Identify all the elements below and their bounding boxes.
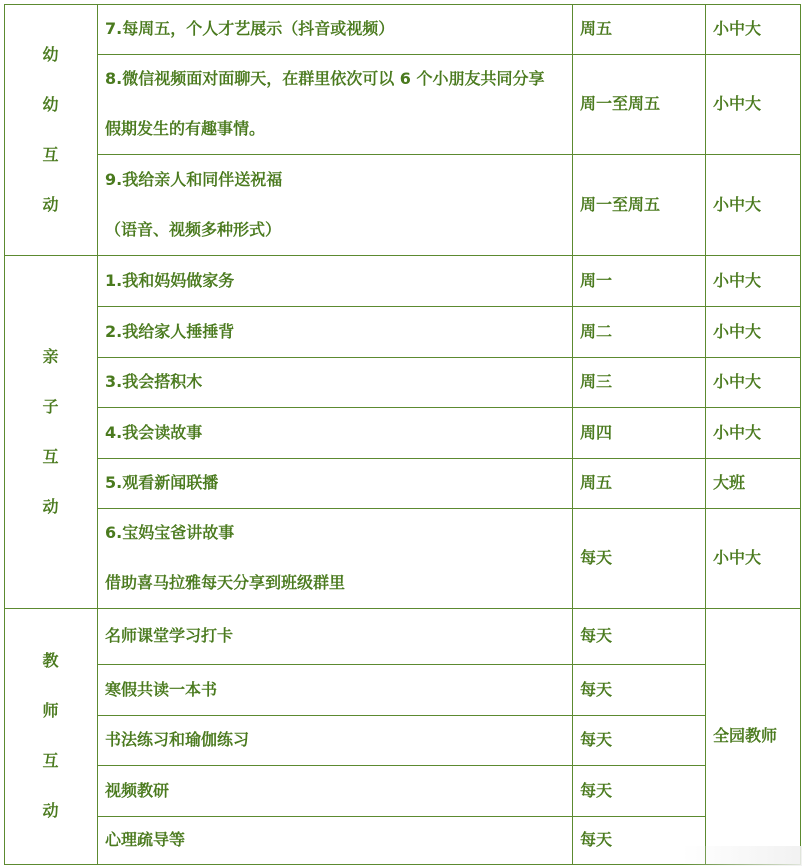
category-cell-parent-child <box>4 255 97 608</box>
activity-text: 寒假共读一本书 <box>105 679 218 699</box>
row-divider <box>97 407 800 408</box>
table-border-left <box>4 4 5 865</box>
table-row-day <box>572 508 705 608</box>
table-row-day <box>572 4 705 54</box>
table-row-day <box>572 255 705 306</box>
activity-text: 4.我会读故事 <box>105 422 203 442</box>
table-row-activity <box>97 407 572 458</box>
table-row-participants <box>705 458 800 508</box>
category-char: 互 <box>42 751 59 770</box>
participants-text: 小中大 <box>713 422 762 442</box>
category-char: 互 <box>42 446 59 466</box>
table-row-activity <box>97 664 572 715</box>
watermark-fade <box>682 846 802 866</box>
row-divider <box>97 765 705 766</box>
column-divider <box>97 4 98 865</box>
table-row-participants <box>705 407 800 458</box>
day-text: 每天 <box>580 679 613 699</box>
table-row-activity <box>97 816 572 864</box>
day-text: 周二 <box>580 321 613 341</box>
category-char: 互 <box>42 144 59 164</box>
activity-text-line2: 借助喜马拉雅每天分享到班级群里 <box>105 573 346 592</box>
participants-merged-cell <box>705 608 800 864</box>
table-row-activity <box>97 54 572 154</box>
table-row-day <box>572 608 705 664</box>
category-char: 子 <box>42 396 59 416</box>
activity-text: 书法练习和瑜伽练习 <box>105 730 250 749</box>
category-cell-teachers <box>4 608 97 864</box>
participants-text: 小中大 <box>713 372 762 391</box>
participants-text: 小中大 <box>713 548 762 567</box>
table-border-right <box>800 4 801 865</box>
table-row-activity <box>97 357 572 407</box>
day-text: 周一至周五 <box>580 94 661 113</box>
table-row-activity <box>97 508 572 608</box>
participants-text: 全园教师 <box>713 726 778 745</box>
category-cell-kids <box>4 4 97 255</box>
row-divider <box>97 715 705 716</box>
table-row-participants <box>705 255 800 306</box>
table-row-day <box>572 407 705 458</box>
activity-text: 8.微信视频面对面聊天，在群里依次可以 6 个小朋友共同分享 <box>105 69 545 88</box>
table-row-participants <box>705 154 800 255</box>
day-text: 周一至周五 <box>580 194 661 214</box>
table-row-participants <box>705 508 800 608</box>
day-text: 每天 <box>580 730 613 749</box>
table-row-activity <box>97 306 572 357</box>
day-text: 周五 <box>580 473 613 492</box>
row-divider <box>97 357 800 358</box>
table-row-day <box>572 458 705 508</box>
row-divider <box>97 816 705 817</box>
table-row-day <box>572 765 705 816</box>
table-border-top <box>4 4 800 5</box>
activity-text: 5.观看新闻联播 <box>105 473 219 492</box>
participants-text: 小中大 <box>713 321 762 341</box>
activity-text: 9.我给亲人和同伴送祝福 <box>105 169 283 189</box>
category-char: 幼 <box>42 94 59 114</box>
table-row-activity <box>97 154 572 255</box>
day-text: 周五 <box>580 19 613 38</box>
table-row-participants <box>705 306 800 357</box>
activity-text-line2: （语音、视频多种形式） <box>105 219 282 239</box>
activity-text: 3.我会搭积木 <box>105 372 203 391</box>
table-border-bottom <box>4 864 800 865</box>
activity-text: 2.我给家人捶捶背 <box>105 321 235 341</box>
participants-text: 大班 <box>713 473 746 492</box>
column-divider <box>705 4 706 865</box>
activity-text: 1.我和妈妈做家务 <box>105 270 235 290</box>
table-row-day <box>572 154 705 255</box>
row-divider <box>97 458 800 459</box>
day-text: 每天 <box>580 830 613 849</box>
row-divider <box>97 54 800 55</box>
activity-text: 7.每周五，个人才艺展示（抖音或视频） <box>105 19 395 38</box>
participants-text: 小中大 <box>713 19 762 38</box>
table-row-day <box>572 357 705 407</box>
category-char: 幼 <box>42 44 59 64</box>
category-char: 亲 <box>42 346 59 366</box>
table-row-day <box>572 306 705 357</box>
activity-text: 6.宝妈宝爸讲故事 <box>105 523 235 542</box>
table-row-activity <box>97 608 572 664</box>
activity-text: 心理疏导等 <box>105 830 186 849</box>
day-text: 每天 <box>580 626 613 645</box>
day-text: 周四 <box>580 422 613 442</box>
table-row-day <box>572 54 705 154</box>
day-text: 周一 <box>580 270 613 290</box>
table-row-participants <box>705 4 800 54</box>
section-divider <box>4 255 800 256</box>
section-divider <box>4 608 800 609</box>
table-row-day <box>572 664 705 715</box>
activity-text: 视频教研 <box>105 780 170 800</box>
category-char: 动 <box>42 801 59 820</box>
row-divider <box>97 508 800 509</box>
table-row-participants <box>705 357 800 407</box>
category-char: 教 <box>42 651 59 670</box>
activity-text-line2: 假期发生的有趣事情。 <box>105 119 266 138</box>
table-row-activity <box>97 255 572 306</box>
column-divider <box>572 4 573 865</box>
table-row-participants <box>705 54 800 154</box>
participants-text: 小中大 <box>713 94 762 113</box>
category-char: 动 <box>42 194 59 214</box>
row-divider <box>97 154 800 155</box>
table-row-activity <box>97 765 572 816</box>
day-text: 每天 <box>580 780 613 800</box>
table-row-day <box>572 715 705 765</box>
category-char: 师 <box>42 701 59 720</box>
activity-text: 名师课堂学习打卡 <box>105 626 234 645</box>
row-divider <box>97 306 800 307</box>
table-row-activity <box>97 458 572 508</box>
row-divider <box>97 664 705 665</box>
day-text: 每天 <box>580 548 613 567</box>
participants-text: 小中大 <box>713 194 762 214</box>
day-text: 周三 <box>580 372 613 391</box>
category-char: 动 <box>42 496 59 516</box>
table-row-activity <box>97 715 572 765</box>
participants-text: 小中大 <box>713 270 762 290</box>
table-row-activity <box>97 4 572 54</box>
